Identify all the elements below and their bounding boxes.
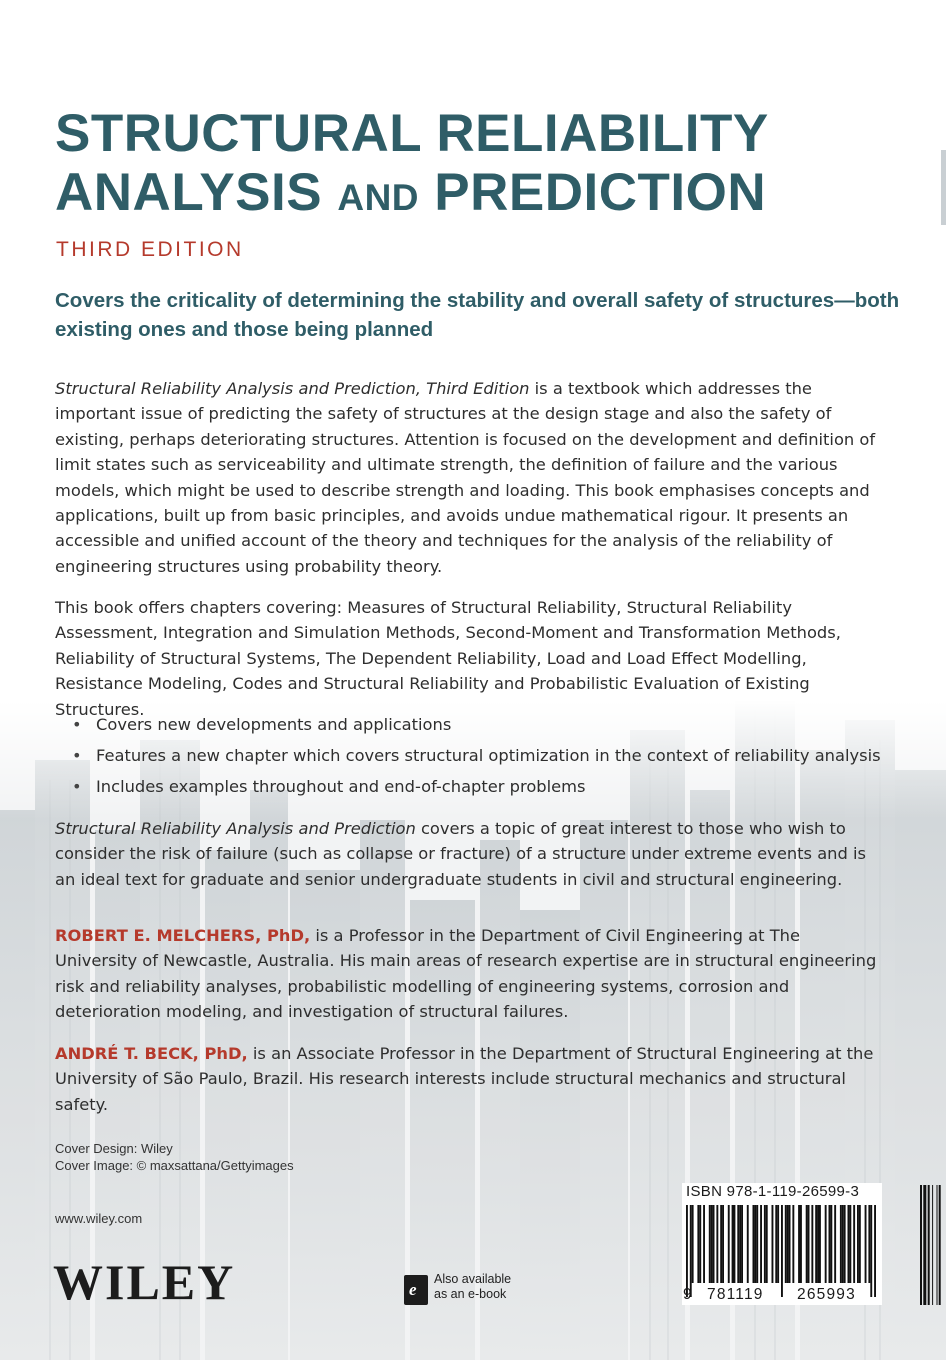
description-paragraph-1 xyxy=(55,376,885,579)
edge-barcode-strip xyxy=(920,1185,946,1305)
barcode-bar xyxy=(775,1205,777,1283)
title-line-2b: PREDICTION xyxy=(419,163,767,222)
barcode-bar xyxy=(849,1205,851,1283)
barcode-bar xyxy=(777,1205,779,1283)
cover-credits xyxy=(55,1140,294,1174)
edge-bar xyxy=(937,1185,938,1305)
barcode-bar xyxy=(865,1205,867,1283)
barcode-bar xyxy=(870,1205,872,1297)
barcode-bar xyxy=(825,1205,827,1283)
barcode-bar xyxy=(859,1205,861,1283)
book-title-italic: Structural Reliability Analysis and Prediction xyxy=(55,819,416,838)
barcode-bar xyxy=(817,1205,819,1283)
barcode-bar xyxy=(789,1205,791,1283)
barcode-bar xyxy=(713,1205,715,1283)
edge-bar xyxy=(920,1185,922,1305)
feature-item: • Includes examples throughout and end-of-chapter problems xyxy=(72,774,881,805)
barcode-bar xyxy=(732,1205,734,1283)
edge-bar xyxy=(928,1185,930,1305)
barcode-bar xyxy=(834,1205,836,1283)
tagline: Covers the criticality of determining the stability and overall safety of structures—both existing ones and those being planned xyxy=(55,289,900,341)
cover-design-credit: Cover Design: Wiley xyxy=(55,1141,173,1156)
barcode-bar xyxy=(857,1205,859,1283)
barcode-bar xyxy=(772,1205,774,1283)
barcode-bar xyxy=(819,1205,821,1283)
barcode-bar xyxy=(756,1205,758,1283)
paragraph-text: covers a topic of great interest to those who wish to consider the risk of failure (such as collapse or fracture) of a structure under extreme events and is an ideal text for graduate and senior undergraduate students in civil and structural engineering. xyxy=(55,819,867,889)
barcode-digit-first: 9 xyxy=(683,1286,693,1303)
author-bio-melchers xyxy=(55,923,885,1025)
author-bio-beck xyxy=(55,1041,885,1117)
feature-list xyxy=(72,712,881,805)
edition-label: THIRD EDITION xyxy=(56,238,244,261)
book-title-italic: Structural Reliability Analysis and Prediction, Third Edition xyxy=(55,379,530,398)
ebook-icon xyxy=(404,1275,428,1305)
barcode-bar xyxy=(699,1205,701,1283)
barcode-bar xyxy=(806,1205,808,1283)
barcode-bar xyxy=(690,1205,692,1297)
website-link[interactable]: www.wiley.com xyxy=(55,1211,143,1226)
description-paragraph-2: This book offers chapters covering: Measures of Structural Reliability, Structural Reliability Assessment, Integration and Simulation Methods, Second-Moment and Transformation Methods, Reliability of Structural Systems, The Dependent Reliability, Load and Load Effect Modelling, Resistance Modeling, Codes and Structural Reliability and Probabilistic Evaluation of Existing Structures. xyxy=(55,598,841,719)
author-name: ROBERT E. MELCHERS, PhD, xyxy=(55,926,311,945)
description-paragraph-3 xyxy=(55,816,885,892)
barcode-bar xyxy=(734,1205,736,1283)
barcode-bar xyxy=(722,1205,724,1283)
title-line-1: STRUCTURAL RELIABILITY xyxy=(55,104,769,163)
barcode-bar xyxy=(703,1205,705,1283)
barcode-bar xyxy=(711,1205,713,1283)
book-title xyxy=(55,104,769,227)
barcode-bar xyxy=(764,1205,766,1283)
barcode-bar xyxy=(692,1205,694,1283)
barcode-bar xyxy=(853,1205,855,1283)
barcode-bar xyxy=(741,1205,743,1283)
barcode-bar xyxy=(811,1205,813,1283)
barcode-bar xyxy=(868,1205,870,1283)
barcode-bar xyxy=(830,1205,832,1283)
barcode-bar xyxy=(829,1205,831,1283)
barcode-bar xyxy=(808,1205,810,1283)
title-line-2a: ANALYSIS xyxy=(55,163,338,222)
barcode-bar xyxy=(686,1205,688,1297)
barcode-bar xyxy=(842,1205,844,1283)
ebook-line-2: as an e-book xyxy=(434,1287,507,1301)
paragraph-text: is a textbook which addresses the important issue of predicting the safety of structures at the design stage and also the safety of existing, perhaps deteriorating structures. Attention is focused on the development and definition of limit states such as serviceability and ultimate strength, the definition of failure and the various models, which might be used to describe strength and loading. This book emphasises concepts and applications, built up from basic principles, and avoids undue mathematical rigour. It presents an accessible and unified account of the theory and techniques for the analysis of the reliability of engineering structures using probability theory. xyxy=(55,379,876,576)
barcode-bar xyxy=(716,1205,718,1283)
wiley-logo: WILEY xyxy=(53,1254,236,1310)
barcode-bar xyxy=(760,1205,762,1283)
edge-bar xyxy=(923,1185,926,1305)
ebook-icon-letter: e xyxy=(409,1280,417,1299)
barcode-bar xyxy=(848,1205,850,1283)
barcode-bar xyxy=(720,1205,722,1283)
barcode-digits-left: 781119 xyxy=(707,1286,764,1303)
barcode-bar xyxy=(697,1205,699,1283)
barcode-bar xyxy=(800,1205,802,1283)
author-bio-text: is an Associate Professor in the Department of Structural Engineering at the University of São Paulo, Brazil. His research interests include structural mechanics and structural safety. xyxy=(55,1044,874,1114)
barcode-bar xyxy=(754,1205,756,1283)
ebook-line-1: Also available xyxy=(434,1272,512,1286)
barcode-bar xyxy=(785,1205,787,1283)
barcode-bar xyxy=(709,1205,711,1283)
barcode-bar xyxy=(787,1205,789,1283)
barcode-bar xyxy=(844,1205,846,1283)
barcode-bar xyxy=(781,1205,783,1297)
feature-item: • Covers new developments and applications xyxy=(72,712,881,743)
author-name: ANDRÉ T. BECK, PhD, xyxy=(55,1044,248,1063)
barcode-bar xyxy=(874,1205,876,1297)
barcode-bar xyxy=(753,1205,755,1283)
barcode-bar xyxy=(840,1205,842,1283)
feature-item: • Features a new chapter which covers structural optimization in the context of reliability analysis xyxy=(72,743,881,774)
barcode-bar xyxy=(747,1205,749,1283)
barcode-digits-right: 265993 xyxy=(797,1286,856,1303)
barcode-bar xyxy=(728,1205,730,1283)
barcode-bar xyxy=(815,1205,817,1283)
barcode-bar xyxy=(739,1205,741,1283)
barcode xyxy=(682,1205,882,1297)
ebook-text xyxy=(434,1272,554,1302)
barcode-bar xyxy=(798,1205,800,1283)
author-bio-text: is a Professor in the Department of Civil Engineering at The University of Newcastle, Australia. His main areas of research expertise are in structural engineering risk and reliability analyses, probabilistic modelling of engineering systems, corrosion and deterioration modeling, and investigation of structural failures. xyxy=(55,926,877,1022)
barcode-bar xyxy=(766,1205,768,1283)
edge-bar xyxy=(932,1185,933,1305)
barcode-bar xyxy=(792,1205,794,1283)
title-and: AND xyxy=(337,177,420,218)
cover-image-credit: Cover Image: © maxsattana/Gettyimages xyxy=(55,1158,294,1173)
barcode-bar xyxy=(737,1205,739,1283)
edge-bar xyxy=(939,1185,941,1305)
isbn-number: ISBN 978-1-119-26599-3 xyxy=(686,1183,860,1200)
edge-mark xyxy=(941,150,946,225)
